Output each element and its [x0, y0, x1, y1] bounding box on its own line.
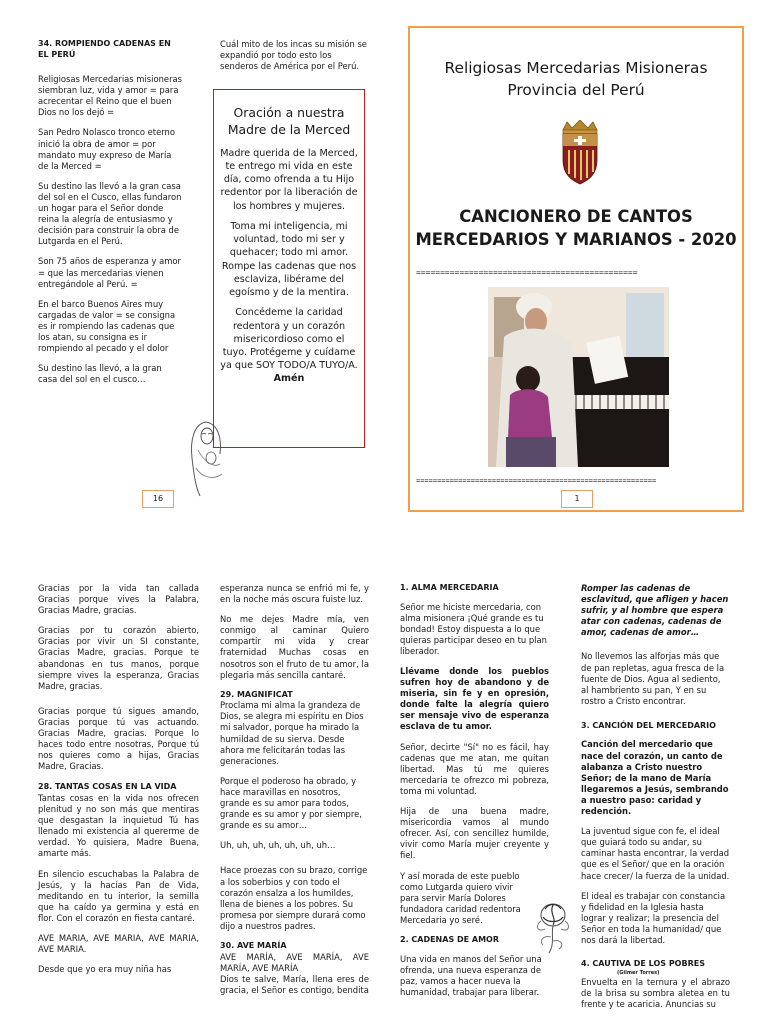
page-number-1: 1 — [561, 490, 593, 508]
song-28-verse-6: No me dejes Madre mía, ven conmigo al caminar Quiero compartir mi vida y crear fraternidad Muchas cosas en nosotros son el fruto de tu amor, la plegaria más sencilla cantaré. — [220, 614, 369, 680]
gracias-verse-3: Gracias porque tú sigues amando, Gracias porque tú vas actuando. Gracias Madre, gracias. Porque lo haces todo entre nosotras, Porque tú nos quieres como a hijas, Gracias Madre, Gracias. — [38, 705, 199, 772]
song-1-heading: 1. ALMA MERCEDARIA — [400, 583, 499, 592]
organization-line-2: Provincia del Perú — [507, 80, 645, 99]
song-28-verse-3: AVE MARIA, AVE MARIA, AVE MARIA, AVE MARIA. — [38, 932, 199, 955]
page-16-intro-column — [220, 39, 370, 81]
song-29-verse-2: Porque el poderoso ha obrado, y hace maravillas en nosotros, grande es su amor para todos, grande es su amor y por siempre, grande es su amor… — [220, 775, 362, 831]
prayer-box — [213, 89, 365, 448]
cover-title-line-2: MERCEDARIOS Y MARIANOS - 2020 — [415, 229, 737, 249]
organization-name — [410, 58, 742, 102]
song-34-verse-6: Su destino las llevó, a la gran casa del sol en el cusco… — [38, 363, 162, 385]
song-30-verse-1: Dios te salve, María, llena eres de gracia, el Señor es contigo, bendita — [220, 973, 369, 995]
song-28-verse-5: esperanza nunca se enfrió mi fe, y en la noche más oscura fuiste luz. — [220, 583, 369, 605]
prayer-paragraph-3 — [220, 306, 358, 385]
song-34-verse-1: Religiosas Mercedarias misioneras siembran luz, vida y amor = para acrecentar el Reino que el buen Dios no los dejó = — [38, 74, 183, 118]
song-2-heading: 2. CADENAS DE AMOR — [400, 934, 499, 944]
song-30-heading: 30. AVE MARÍA — [220, 940, 287, 950]
song-1-verse-3: Hija de una buena madre, misericordia vamos al mundo ofrecer. Así, con sencillez humilde, vivir como María mujer creyente y fiel. — [400, 806, 549, 861]
cover-title-line-1: CANCIONERO DE CANTOS — [459, 207, 693, 226]
song-30-refrain: AVE MARÍA, AVE MARÍA, AVE MARÍA, AVE MARÍA — [220, 951, 369, 973]
song-3-verse-1: La juventud sigue con fe, el ideal que guiará todo su andar, su caminar hasta encontrar, la verdad que es el Señor/ que en la oración hace crecer/ la fuerza de la unidad. — [581, 826, 730, 881]
song-2-verse-1: Una vida en manos del Señor una ofrenda, una nueva esperanza de paz, vamos a hacer nueva la humanidad, trabajar para liberar. — [400, 953, 542, 997]
gracias-verse-1: Gracias por la vida tan callada Gracias porque vives la Palabra, Gracias Madre, gracias. — [38, 583, 199, 616]
song-4-verse-1: Envuelta en la ternura y el abrazo de la brisa su sombra aletea en tu frente y te acaricia. Anuncias su — [581, 977, 730, 1010]
song-3-verse-2: El ideal es trabajar con constancia y fidelidad en la Iglesia hasta lograr y realizar; la presencia del Señor en toda la humanidad/ que nos dará la libertad. — [581, 890, 726, 945]
song-1-chorus: Llévame donde los pueblos sufren hoy de abandono y de miseria, sin fe y en opresión, donde falte la alegría quiero ser mensaje vivo de esperanza esclava de tu amor. — [400, 666, 549, 732]
song-3-chorus: Canción del mercedario que nace del corazón, un canto de alabanza a Cristo nuestro Señor; de la mano de María llegaremos a Jesús, sembrando a nuestro paso: caridad y redención. — [581, 739, 729, 817]
song-34-verse-5: En el barco Buenos Aires muy cargadas de valor = se consigna es ir rompiendo las cadenas que los atan, su consigna es ir rompiendo al pecado y el dolor — [38, 298, 176, 354]
prayer-title: Oración a nuestra Madre de la Merced — [227, 105, 351, 138]
page-2-column-right — [220, 583, 369, 1005]
song-4-heading: 4. CAUTIVA DE LOS POBRES — [581, 959, 705, 969]
song-28-heading: 28. TANTAS COSAS EN LA VIDA — [38, 782, 177, 792]
prayer-paragraph-1: Madre querida de la Merced, te entrego mi vida en este día, como ofrenda a tu Hijo redentor por la liberación de los hombres y mujeres. — [220, 147, 358, 212]
prayer-paragraph-3-text: Concédeme la caridad redentora y un corazón misericordioso como el tuyo. Protégeme y cuídame ya que SOY TODO/A TUYO/A. — [220, 307, 358, 372]
song-29-refrain: Uh, uh, uh, uh, uh, uh, uh… — [220, 840, 336, 851]
page-3-column-left — [400, 583, 549, 1007]
song-29-heading: 29. MAGNIFICAT — [220, 689, 293, 699]
song-34-closing-verse: Cuál mito de los incas su misión se expandió por todo esto los senderos de América por el Perú. — [220, 39, 367, 72]
song-4-author: (Gilmer Torres) — [617, 969, 660, 976]
song-2-chorus: Romper las cadenas de esclavitud, que afligen y hacen sufrir, y al hombre que espera atar con cadenas, cadenas de amor, cadenas de amor… — [581, 583, 729, 638]
song-34-heading: 34. ROMPIENDO CADENAS EN EL PERÚ — [38, 39, 171, 59]
flower-sketch — [533, 897, 573, 955]
prayer-amen: Amén — [273, 373, 305, 385]
song-29-verse-3: Hace proezas con su brazo, corrige a los soberbios y con todo el corazón ensalza a los humildes, llena de bienes a los pobres. Su promesa por siempre durará como dijo a nuestros padres. — [220, 865, 368, 931]
song-1-verse-2: Señor, decirte "Sí" no es fácil, hay cadenas que me atan, me quitan libertad. Mas tú me quieres mercedaria te ofrezco mi pobreza, toma mi voluntad. — [400, 741, 549, 796]
cover-page — [408, 26, 744, 512]
song-34-verse-2: San Pedro Nolasco tronco eterno inició la obra de amor = por mandato muy expreso de María de la Merced = — [38, 127, 175, 171]
mercedarian-crest-icon — [555, 120, 605, 186]
song-28-verse-4: Desde que yo era muy niña has — [38, 964, 172, 975]
song-28-verse-1: Tantas cosas en la vida nos ofrecen plenitud y no son más que mentiras que desgastan la inquietud Tú has llenado mi existencia al quererme de verdad. Yo quisiera, Madre Buena, amarte más. — [38, 792, 199, 859]
cover-title — [410, 206, 742, 252]
cover-divider-bottom: ========================================================= — [416, 477, 657, 485]
prayer-paragraph-2: Toma mi inteligencia, mi voluntad, todo mi ser y quehacer; todo mi amor. Rompe las cadenas que nos esclaviza, libérame del egoísmo y de la mentira. — [221, 220, 357, 299]
nun-and-girl-at-piano-photo — [488, 287, 669, 467]
song-29-verse-1: Proclama mi alma la grandeza de Dios, se alegra mi espíritu en Dios mi salvador, porque ha mirado la humildad de su sierva. Desde ahora me felicitarán todas las generaciones. — [220, 700, 364, 766]
page-3-column-right — [581, 583, 730, 1020]
song-1-verse-4: Y así morada de este pueblo como Lutgarda quiero vivir para servir María Dolores fundadora caridad redentora Mercedaria yo seré. — [400, 870, 521, 925]
page-2-column-left — [38, 583, 199, 984]
gracias-verse-2: Gracias por tu corazón abierto, Gracias por vivir un SI constante, Gracias Madre, gracias. Porque te abandonas en tus manos, porque siempre vives la esperanza, Gracias Madre, gracias. — [38, 625, 199, 691]
song-34-verse-3: Su destino las llevó a la gran casa del sol en el Cusco, ellas fundaron un hogar para el Señor donde reina la alegría de entusiasmo y decisión para construir la obra de Lutgarda en el Perú. — [38, 180, 182, 247]
organization-line-1: Religiosas Mercedarias Misioneras — [444, 59, 708, 77]
cover-divider-top: ============================================== — [416, 268, 638, 277]
page-number-16: 16 — [142, 490, 174, 508]
song-2-verse-2: No llevemos las alforjas más que de pan repletas, agua fresca de la fuente de Dios. Agua al sediento, al hambriento su pan, Y en su rostro a Cristo encontrar. — [581, 651, 725, 706]
page-16-column — [38, 39, 183, 394]
song-3-heading: 3. CANCIÓN DEL MERCEDARIO — [581, 720, 716, 730]
song-34-verse-4: Son 75 años de esperanza y amor = que las mercedarias vienen entregándole al Perú. = — [38, 256, 181, 289]
song-28-verse-2: En silencio escuchabas la Palabra de Jesús, y la hacías Pan de Vida, meditando en tu interior, la semilla que ha caído ya germina y está en flor. Con el corazón en fiesta cantaré. — [38, 868, 199, 923]
song-1-verse-1: Señor me hiciste mercedaria, con alma misionera ¡Qué grande es tu bondad! Estoy dispuesta a lo que quieras participar deseo en tu plan liberador. — [400, 601, 547, 656]
